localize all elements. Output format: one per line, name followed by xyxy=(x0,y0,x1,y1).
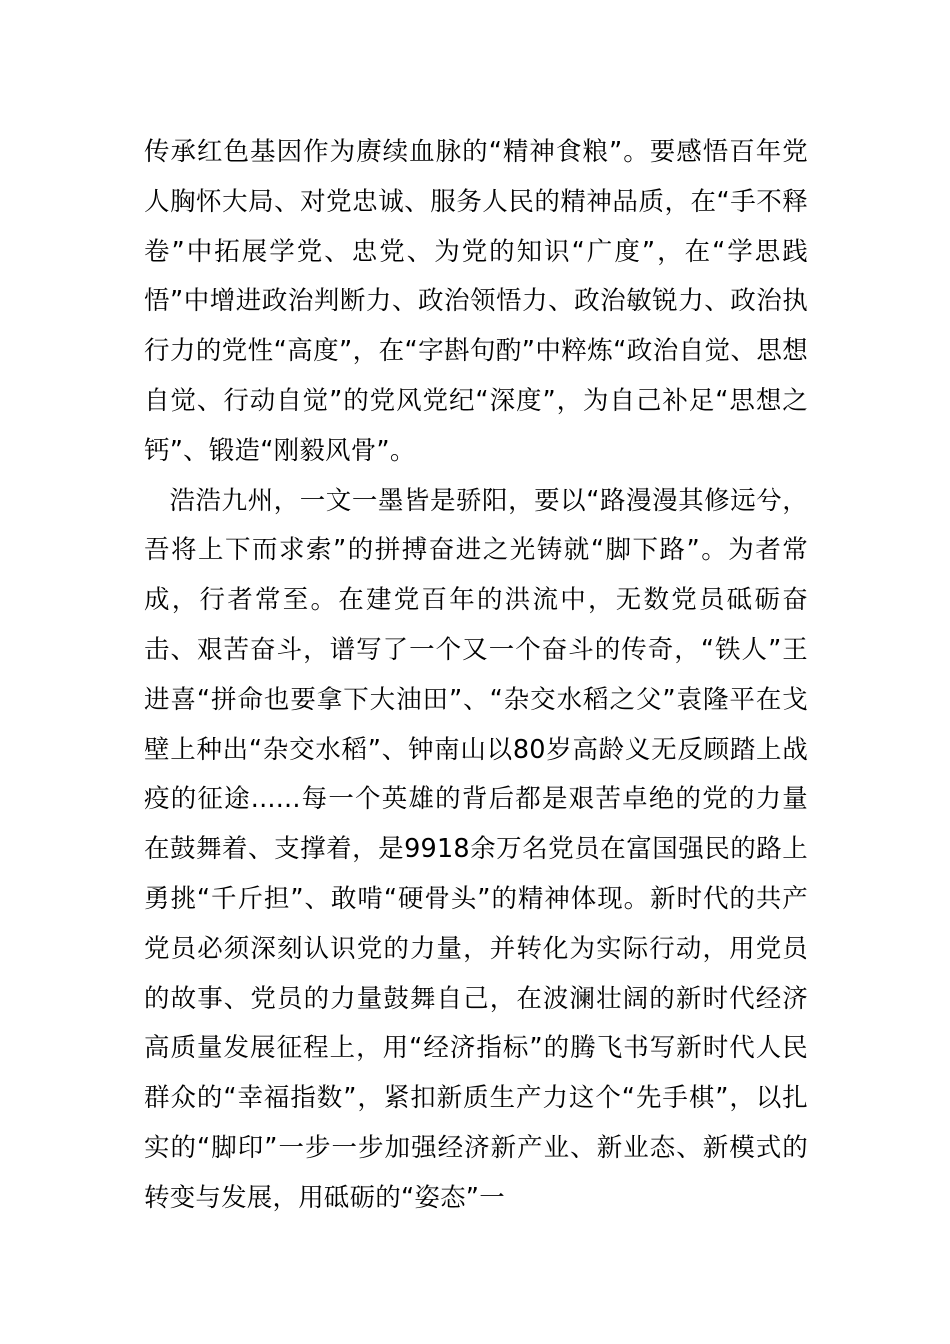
document-body xyxy=(144,128,808,1224)
paragraph-2: 浩浩九州，一文一墨皆是骄阳，要以“路漫漫其修远兮，吾将上下而求索”的拼搏奋进之光铸就“脚下路”。为者常成，行者常至。在建党百年的洪流中，无数党员砥砺奋击、艰苦奋斗，谱写了一个又一个奋斗的传奇，“铁人”王进喜“拼命也要拿下大油田”、“杂交水稻之父”袁隆平在戈壁上种出“杂交水稻”、钟南山以80岁高龄义无反顾踏上战疫的征途......每一个英雄的背后都是艰苦卓绝的党的力量在鼓舞着、支撑着，是9918余万名党员在富国强民的路上勇挑“千斤担”、敢啃“硬骨头”的精神体现。新时代的共产党员必须深刻认识党的力量，并转化为实际行动，用党员的故事、党员的力量鼓舞自己，在波澜壮阔的新时代经济高质量发展征程上，用“经济指标”的腾飞书写新时代人民群众的“幸福指数”，紧扣新质生产力这个“先手棋”，以扎实的“脚印”一步一步加强经济新产业、新业态、新模式的转变与发展，用砥砺的“姿态”一 xyxy=(144,485,808,1213)
paragraph-1: 传承红色基因作为赓续血脉的“精神食粮”。要感悟百年党人胸怀大局、对党忠诚、服务人民的精神品质，在“手不释卷”中拓展学党、忠党、为党的知识“广度”，在“学思践悟”中增进政治判断力、政治领悟力、政治敏锐力、政治执行力的党性“高度”，在“字斟句酌”中粹炼“政治自觉、思想自觉、行动自觉”的党风党纪“深度”，为自己补足“思想之钙”、锻造“刚毅风骨”。 xyxy=(144,137,808,466)
